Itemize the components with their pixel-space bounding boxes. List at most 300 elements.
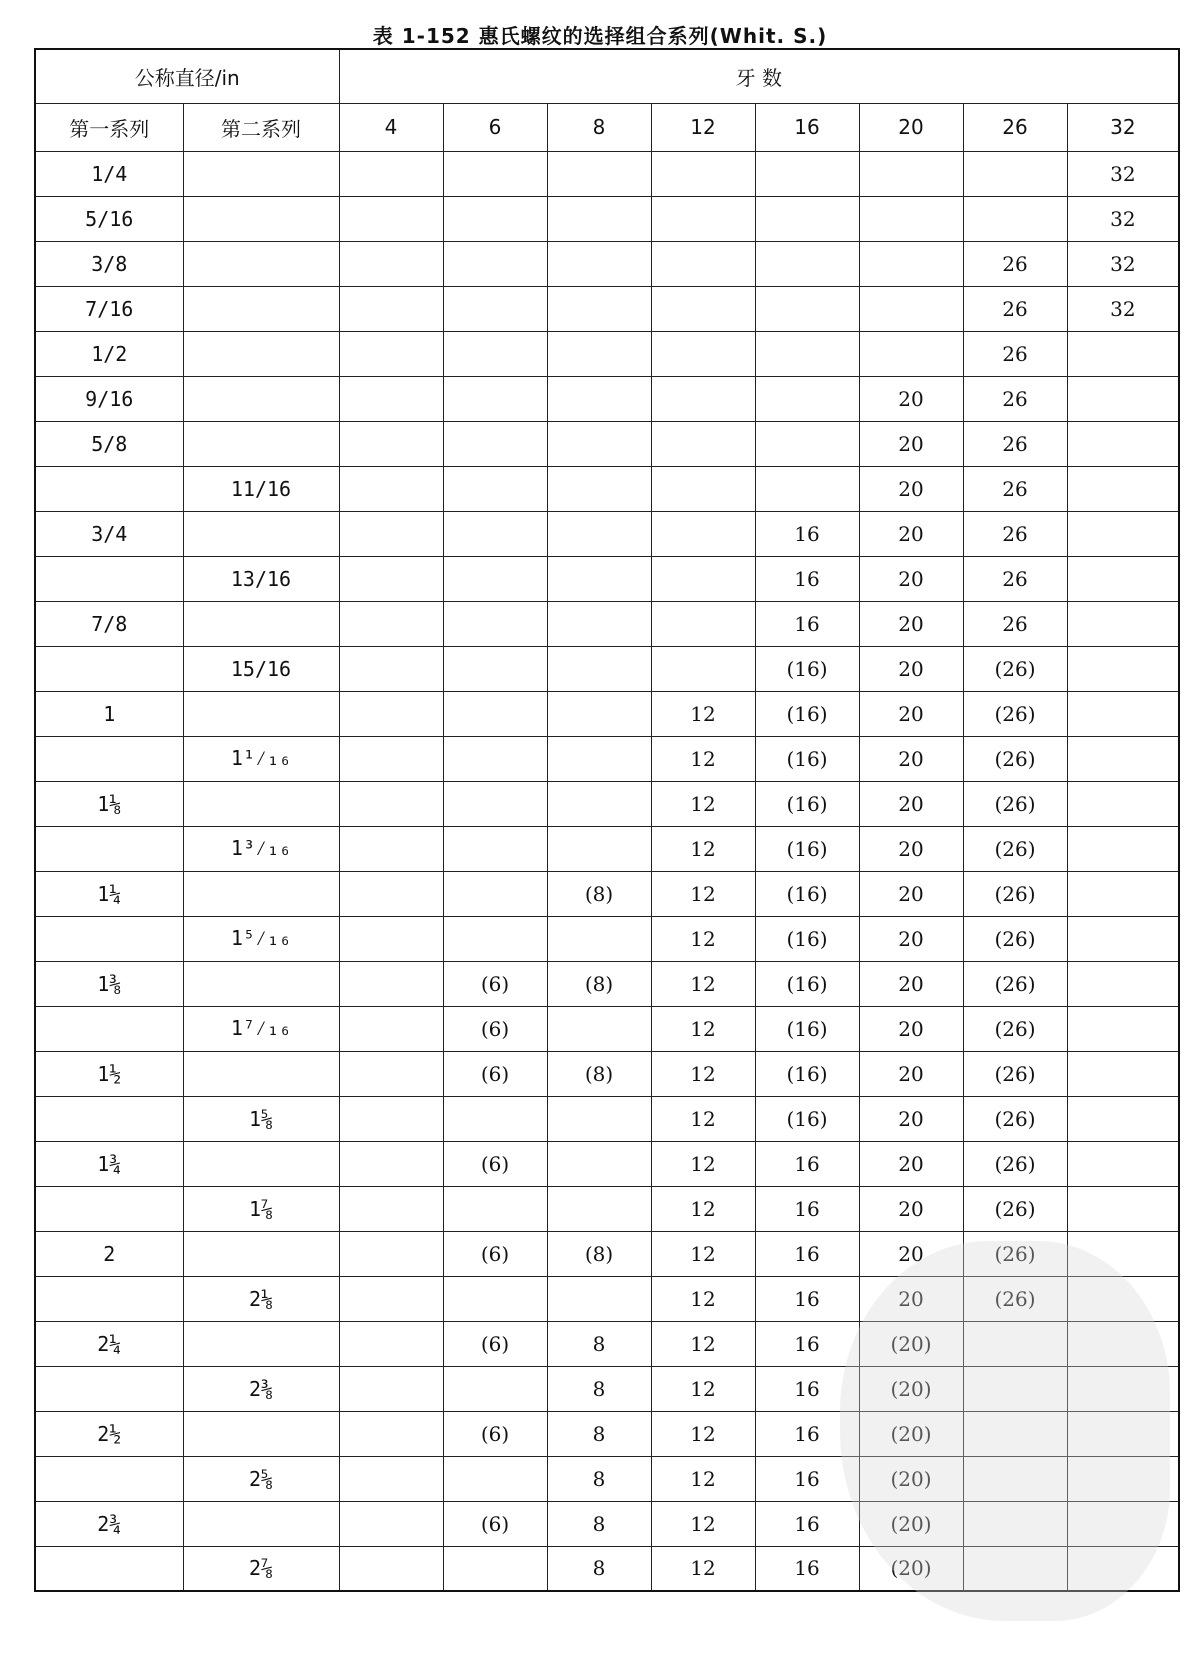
thread-count-cell: [339, 1186, 443, 1231]
thread-count-cell: [547, 376, 651, 421]
thread-count-cell: (6): [443, 1006, 547, 1051]
thread-count-cell: 20: [859, 1051, 963, 1096]
thread-count-cell: [1067, 466, 1179, 511]
thread-count-cell: [547, 1186, 651, 1231]
series-1-cell: [35, 1276, 183, 1321]
series-2-cell: [183, 241, 339, 286]
thread-count-cell: 12: [651, 736, 755, 781]
thread-count-cell: 20: [859, 1276, 963, 1321]
thread-count-cell: [443, 781, 547, 826]
thread-count-cell: 16: [755, 1411, 859, 1456]
thread-count-cell: [443, 646, 547, 691]
table-row: [35, 241, 1179, 286]
thread-count-cell: [443, 1546, 547, 1591]
series-2-cell: [183, 1141, 339, 1186]
series-2-cell: [183, 1321, 339, 1366]
thread-count-cell: 26: [963, 421, 1067, 466]
thread-count-cell: [651, 241, 755, 286]
thread-count-cell: [1067, 1546, 1179, 1591]
thread-count-cell: 32: [1067, 286, 1179, 331]
thread-count-cell: [1067, 331, 1179, 376]
table-row: [35, 1411, 1179, 1456]
series-1-cell: [35, 736, 183, 781]
thread-count-cell: [547, 601, 651, 646]
thread-count-cell: (6): [443, 1141, 547, 1186]
table-row: [35, 1096, 1179, 1141]
series-1-cell: 1/2: [35, 331, 183, 376]
thread-count-cell: 8: [547, 1501, 651, 1546]
series-2-cell: 1⅞: [183, 1186, 339, 1231]
thread-count-cell: 8: [547, 1366, 651, 1411]
table-row: [35, 916, 1179, 961]
thread-count-cell: [963, 1411, 1067, 1456]
thread-count-cell: (16): [755, 691, 859, 736]
series-1-cell: [35, 1546, 183, 1591]
thread-count-cell: [1067, 511, 1179, 556]
thread-count-cell: [547, 286, 651, 331]
thread-count-cell: (26): [963, 916, 1067, 961]
thread-count-cell: 12: [651, 1366, 755, 1411]
series-1-cell: 3/8: [35, 241, 183, 286]
table-row: [35, 1321, 1179, 1366]
thread-count-cell: [1067, 961, 1179, 1006]
thread-count-cell: (26): [963, 781, 1067, 826]
thread-count-cell: [339, 376, 443, 421]
thread-count-cell: 16: [755, 1231, 859, 1276]
table-row: [35, 1186, 1179, 1231]
thread-count-cell: 16: [755, 1276, 859, 1321]
thread-count-cell: (26): [963, 871, 1067, 916]
series-1-cell: 7/8: [35, 601, 183, 646]
series-1-cell: [35, 466, 183, 511]
thread-count-cell: 16: [755, 1501, 859, 1546]
thread-count-cell: 16: [755, 1456, 859, 1501]
thread-count-cell: [443, 1366, 547, 1411]
thread-count-cell: [547, 691, 651, 736]
thread-count-cell: [443, 421, 547, 466]
thread-count-cell: [1067, 601, 1179, 646]
series-1-cell: [35, 1096, 183, 1141]
thread-count-cell: [1067, 1411, 1179, 1456]
series-2-cell: 1⁵⁄₁₆: [183, 916, 339, 961]
series-2-cell: [183, 1411, 339, 1456]
series-2-cell: [183, 511, 339, 556]
pitch-col-header: 12: [651, 103, 755, 151]
thread-count-cell: (20): [859, 1501, 963, 1546]
thread-count-cell: [963, 196, 1067, 241]
thread-count-cell: (6): [443, 1231, 547, 1276]
thread-count-cell: [963, 1366, 1067, 1411]
thread-count-cell: [1067, 556, 1179, 601]
thread-count-cell: [443, 601, 547, 646]
thread-count-cell: [1067, 1141, 1179, 1186]
thread-count-cell: 16: [755, 601, 859, 646]
series-2-cell: [183, 871, 339, 916]
thread-count-cell: [547, 736, 651, 781]
thread-count-cell: 12: [651, 691, 755, 736]
thread-count-cell: (8): [547, 1231, 651, 1276]
table-row: [35, 1501, 1179, 1546]
thread-count-cell: [859, 241, 963, 286]
thread-count-cell: 20: [859, 556, 963, 601]
thread-count-cell: 20: [859, 646, 963, 691]
series-1-cell: 1/4: [35, 151, 183, 196]
series-2-cell: [183, 196, 339, 241]
thread-count-cell: 16: [755, 1186, 859, 1231]
thread-count-cell: (26): [963, 1276, 1067, 1321]
thread-count-cell: [339, 871, 443, 916]
thread-count-cell: [339, 1141, 443, 1186]
thread-count-cell: (26): [963, 1231, 1067, 1276]
table-row: [35, 646, 1179, 691]
thread-count-cell: [1067, 1501, 1179, 1546]
thread-count-cell: 26: [963, 511, 1067, 556]
thread-count-cell: [339, 916, 443, 961]
thread-count-cell: [443, 241, 547, 286]
thread-count-cell: [443, 916, 547, 961]
series-1-cell: [35, 826, 183, 871]
table-row: [35, 421, 1179, 466]
table-row: [35, 781, 1179, 826]
table-row: [35, 1456, 1179, 1501]
thread-count-cell: 12: [651, 1186, 755, 1231]
thread-count-cell: 8: [547, 1411, 651, 1456]
thread-count-cell: [339, 646, 443, 691]
series-2-cell: [183, 421, 339, 466]
thread-count-cell: [755, 196, 859, 241]
series-1-cell: 7/16: [35, 286, 183, 331]
table-row: [35, 151, 1179, 196]
thread-count-cell: (26): [963, 961, 1067, 1006]
table-row: [35, 466, 1179, 511]
series-2-cell: 2⅜: [183, 1366, 339, 1411]
thread-count-cell: (26): [963, 736, 1067, 781]
thread-count-cell: [547, 511, 651, 556]
thread-count-cell: [859, 151, 963, 196]
thread-count-cell: 12: [651, 1456, 755, 1501]
series-2-cell: [183, 601, 339, 646]
thread-count-cell: (20): [859, 1546, 963, 1591]
thread-count-cell: [547, 1096, 651, 1141]
series-2-cell: [183, 691, 339, 736]
thread-count-cell: [339, 1006, 443, 1051]
thread-count-cell: 20: [859, 511, 963, 556]
thread-count-cell: [547, 781, 651, 826]
thread-count-cell: (6): [443, 1051, 547, 1096]
series-2-cell: 2⅞: [183, 1546, 339, 1591]
thread-count-header: 牙 数: [339, 49, 1179, 103]
thread-count-cell: 20: [859, 916, 963, 961]
thread-count-cell: [651, 286, 755, 331]
series-1-cell: 1½: [35, 1051, 183, 1096]
thread-count-cell: (26): [963, 1141, 1067, 1186]
table-row: [35, 196, 1179, 241]
thread-count-cell: 16: [755, 1141, 859, 1186]
thread-count-cell: [547, 556, 651, 601]
thread-count-cell: [547, 916, 651, 961]
series-2-cell: [183, 151, 339, 196]
thread-count-cell: [963, 151, 1067, 196]
thread-count-cell: [651, 646, 755, 691]
thread-count-cell: 20: [859, 1096, 963, 1141]
thread-count-cell: (20): [859, 1411, 963, 1456]
thread-count-cell: [339, 961, 443, 1006]
thread-count-cell: 20: [859, 376, 963, 421]
thread-count-cell: 32: [1067, 151, 1179, 196]
thread-count-cell: [859, 286, 963, 331]
thread-count-cell: [339, 196, 443, 241]
table-row: [35, 691, 1179, 736]
thread-count-cell: [651, 376, 755, 421]
thread-count-cell: [547, 466, 651, 511]
thread-count-cell: [547, 421, 651, 466]
thread-count-cell: [339, 601, 443, 646]
series-1-cell: [35, 1366, 183, 1411]
thread-count-cell: [1067, 1186, 1179, 1231]
thread-count-cell: [1067, 421, 1179, 466]
thread-count-cell: [547, 331, 651, 376]
thread-count-cell: 32: [1067, 241, 1179, 286]
series-2-cell: 13/16: [183, 556, 339, 601]
thread-count-cell: [339, 1456, 443, 1501]
thread-count-cell: 26: [963, 241, 1067, 286]
thread-count-cell: [339, 1546, 443, 1591]
table-row: [35, 826, 1179, 871]
thread-count-cell: [443, 1186, 547, 1231]
table-title: 表 1-152 惠氏螺纹的选择组合系列(Whit. S.): [372, 24, 828, 48]
thread-count-cell: [1067, 916, 1179, 961]
series-1-cell: 1⅜: [35, 961, 183, 1006]
thread-count-cell: [651, 556, 755, 601]
table-row: [35, 1546, 1179, 1591]
series-1-cell: 1¼: [35, 871, 183, 916]
thread-count-cell: (6): [443, 1321, 547, 1366]
thread-count-cell: [547, 196, 651, 241]
thread-count-cell: 20: [859, 466, 963, 511]
thread-count-cell: [651, 601, 755, 646]
thread-count-cell: 12: [651, 1051, 755, 1096]
thread-count-cell: [443, 511, 547, 556]
series-1-cell: [35, 646, 183, 691]
thread-count-cell: (16): [755, 646, 859, 691]
thread-count-cell: 16: [755, 511, 859, 556]
series-2-cell: [183, 376, 339, 421]
thread-count-cell: [651, 196, 755, 241]
thread-count-cell: (16): [755, 781, 859, 826]
thread-count-cell: 20: [859, 871, 963, 916]
thread-count-cell: [859, 196, 963, 241]
series-2-cell: [183, 1051, 339, 1096]
thread-count-cell: (16): [755, 1096, 859, 1141]
thread-count-cell: [1067, 781, 1179, 826]
thread-count-cell: [963, 1456, 1067, 1501]
series-2-cell: 15/16: [183, 646, 339, 691]
thread-count-cell: 20: [859, 1141, 963, 1186]
series-1-cell: [35, 556, 183, 601]
thread-count-cell: [339, 241, 443, 286]
thread-count-cell: [755, 466, 859, 511]
thread-count-cell: [339, 781, 443, 826]
thread-count-cell: [963, 1321, 1067, 1366]
thread-count-cell: (16): [755, 826, 859, 871]
thread-count-cell: 12: [651, 1546, 755, 1591]
thread-count-cell: 26: [963, 376, 1067, 421]
table-row: [35, 736, 1179, 781]
table-row: [35, 601, 1179, 646]
thread-count-cell: [1067, 1276, 1179, 1321]
thread-count-cell: 16: [755, 556, 859, 601]
series-1-cell: 2: [35, 1231, 183, 1276]
thread-count-cell: 20: [859, 1231, 963, 1276]
thread-count-cell: (8): [547, 871, 651, 916]
series-1-cell: 2¾: [35, 1501, 183, 1546]
thread-count-cell: [443, 196, 547, 241]
thread-count-cell: [651, 466, 755, 511]
thread-count-cell: 20: [859, 1006, 963, 1051]
thread-count-cell: [339, 466, 443, 511]
pitch-col-header: 26: [963, 103, 1067, 151]
series-2-cell: 11/16: [183, 466, 339, 511]
table-row: [35, 556, 1179, 601]
thread-count-cell: [443, 691, 547, 736]
thread-count-cell: [963, 1546, 1067, 1591]
thread-count-cell: 26: [963, 331, 1067, 376]
pitch-col-header: 16: [755, 103, 859, 151]
thread-count-cell: [1067, 691, 1179, 736]
series-2-cell: 1⅝: [183, 1096, 339, 1141]
thread-count-cell: 20: [859, 961, 963, 1006]
thread-count-cell: [443, 286, 547, 331]
series-1-cell: [35, 916, 183, 961]
thread-count-cell: [339, 286, 443, 331]
thread-count-cell: (26): [963, 1051, 1067, 1096]
series-2-cell: [183, 286, 339, 331]
thread-count-cell: (16): [755, 871, 859, 916]
thread-count-cell: 12: [651, 1321, 755, 1366]
thread-count-cell: [1067, 826, 1179, 871]
thread-count-cell: (8): [547, 961, 651, 1006]
series-2-cell: [183, 1501, 339, 1546]
series-1-cell: 5/8: [35, 421, 183, 466]
thread-count-cell: (20): [859, 1321, 963, 1366]
thread-count-cell: (16): [755, 1051, 859, 1096]
table-row: [35, 286, 1179, 331]
series-2-cell: 2⅛: [183, 1276, 339, 1321]
series-1-cell: [35, 1006, 183, 1051]
thread-count-cell: (6): [443, 961, 547, 1006]
thread-count-cell: [339, 331, 443, 376]
thread-count-cell: [755, 421, 859, 466]
thread-count-cell: [1067, 1456, 1179, 1501]
thread-count-cell: (26): [963, 646, 1067, 691]
thread-count-cell: [443, 1096, 547, 1141]
table-row: [35, 1366, 1179, 1411]
thread-count-cell: [339, 421, 443, 466]
thread-count-cell: [1067, 1051, 1179, 1096]
thread-count-cell: 26: [963, 286, 1067, 331]
thread-count-cell: 32: [1067, 196, 1179, 241]
series-2-header: 第二系列: [183, 103, 339, 151]
thread-count-cell: [755, 286, 859, 331]
thread-count-cell: 12: [651, 961, 755, 1006]
thread-count-cell: 12: [651, 1141, 755, 1186]
series-1-header: 第一系列: [35, 103, 183, 151]
thread-count-cell: (26): [963, 691, 1067, 736]
thread-count-cell: [547, 1276, 651, 1321]
table-row: [35, 1051, 1179, 1096]
thread-count-cell: (26): [963, 1186, 1067, 1231]
thread-count-cell: 12: [651, 1411, 755, 1456]
thread-count-cell: [1067, 871, 1179, 916]
table-row: [35, 871, 1179, 916]
thread-count-cell: (8): [547, 1051, 651, 1096]
thread-count-cell: [443, 736, 547, 781]
thread-count-cell: 26: [963, 601, 1067, 646]
thread-count-cell: [339, 1276, 443, 1321]
thread-count-cell: [443, 1276, 547, 1321]
thread-count-cell: 12: [651, 1501, 755, 1546]
table-row: [35, 1006, 1179, 1051]
thread-count-cell: [651, 331, 755, 376]
thread-count-cell: [339, 1051, 443, 1096]
thread-count-cell: 12: [651, 781, 755, 826]
series-2-cell: [183, 331, 339, 376]
thread-count-cell: 16: [755, 1321, 859, 1366]
thread-count-cell: 12: [651, 826, 755, 871]
thread-count-cell: 12: [651, 1231, 755, 1276]
thread-count-cell: [1067, 1096, 1179, 1141]
thread-count-cell: [443, 826, 547, 871]
thread-count-cell: (20): [859, 1456, 963, 1501]
table-row: [35, 511, 1179, 556]
table-row: [35, 331, 1179, 376]
thread-count-cell: [339, 1366, 443, 1411]
thread-count-cell: [547, 241, 651, 286]
thread-count-cell: [651, 151, 755, 196]
thread-count-cell: 8: [547, 1456, 651, 1501]
table-body: [35, 151, 1179, 1591]
thread-count-cell: [1067, 1321, 1179, 1366]
series-2-cell: 1³⁄₁₆: [183, 826, 339, 871]
thread-count-cell: [1067, 1006, 1179, 1051]
thread-count-cell: 20: [859, 736, 963, 781]
thread-count-cell: 26: [963, 556, 1067, 601]
thread-count-cell: [1067, 646, 1179, 691]
thread-count-cell: [339, 736, 443, 781]
thread-count-cell: 16: [755, 1366, 859, 1411]
series-2-cell: [183, 1231, 339, 1276]
thread-count-cell: (26): [963, 826, 1067, 871]
thread-count-cell: [1067, 736, 1179, 781]
series-1-cell: 5/16: [35, 196, 183, 241]
thread-count-cell: [651, 511, 755, 556]
thread-count-cell: [547, 826, 651, 871]
thread-count-cell: [443, 376, 547, 421]
thread-count-cell: 12: [651, 871, 755, 916]
thread-count-cell: [339, 151, 443, 196]
thread-count-cell: 12: [651, 1276, 755, 1321]
thread-count-cell: 16: [755, 1546, 859, 1591]
series-2-cell: 2⅝: [183, 1456, 339, 1501]
thread-count-cell: [443, 871, 547, 916]
thread-count-cell: (26): [963, 1096, 1067, 1141]
thread-count-cell: [443, 151, 547, 196]
thread-count-cell: [859, 331, 963, 376]
series-2-cell: [183, 781, 339, 826]
thread-count-cell: [339, 511, 443, 556]
thread-count-cell: [339, 1321, 443, 1366]
thread-count-cell: 20: [859, 1186, 963, 1231]
